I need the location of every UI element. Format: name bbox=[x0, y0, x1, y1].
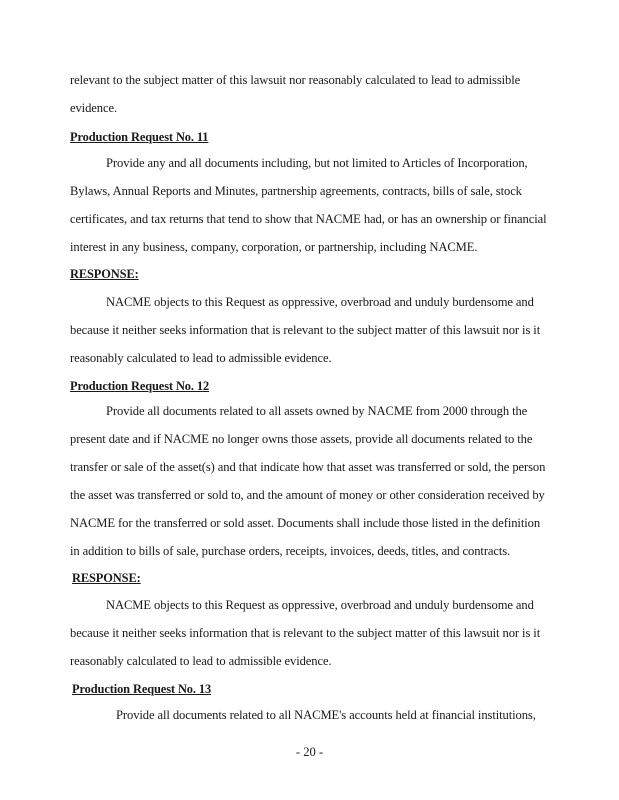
response-heading: RESPONSE: bbox=[70, 267, 139, 281]
text-line: because it neither seeks information that is relevant to the subject matter of this lawsuit nor is it bbox=[70, 323, 541, 337]
text-line: Provide any and all documents including, but not limited to Articles of Incorporation, bbox=[106, 156, 528, 170]
text-line: evidence. bbox=[70, 101, 117, 115]
text-line: reasonably calculated to lead to admissible evidence. bbox=[70, 351, 332, 365]
response-heading: RESPONSE: bbox=[72, 571, 141, 585]
text-line: the asset was transferred or sold to, and the amount of money or other consideration received by bbox=[70, 488, 545, 502]
section-heading: Production Request No. 12 bbox=[70, 379, 210, 393]
text-line: NACME objects to this Request as oppressive, overbroad and unduly burdensome and bbox=[106, 295, 534, 309]
section-heading: Production Request No. 13 bbox=[72, 682, 212, 696]
text-line: Provide all documents related to all assets owned by NACME from 2000 through the bbox=[106, 404, 528, 418]
text-line: NACME objects to this Request as oppressive, overbroad and unduly burdensome and bbox=[106, 598, 534, 612]
text-line: transfer or sale of the asset(s) and that indicate how that asset was transferred or sold, the person bbox=[70, 460, 546, 474]
text-line: NACME for the transferred or sold asset. Documents shall include those listed in the definition bbox=[70, 516, 541, 530]
text-line: certificates, and tax returns that tend to show that NACME had, or has an ownership or financial bbox=[70, 212, 547, 226]
section-heading: Production Request No. 11 bbox=[70, 130, 209, 144]
text-line: reasonably calculated to lead to admissible evidence. bbox=[70, 654, 332, 668]
text-line: relevant to the subject matter of this lawsuit nor reasonably calculated to lead to admissible bbox=[70, 73, 521, 87]
text-line: Bylaws, Annual Reports and Minutes, partnership agreements, contracts, bills of sale, stock bbox=[70, 184, 522, 198]
text-line: interest in any business, company, corporation, or partnership, including NACME. bbox=[70, 240, 478, 254]
text-line: present date and if NACME no longer owns those assets, provide all documents related to the bbox=[70, 432, 533, 446]
page-number: - 20 - bbox=[295, 745, 324, 759]
text-line: Provide all documents related to all NACME's accounts held at financial institutions, bbox=[116, 708, 536, 722]
text-line: in addition to bills of sale, purchase orders, receipts, invoices, deeds, titles, and contracts. bbox=[70, 544, 511, 558]
text-line: because it neither seeks information that is relevant to the subject matter of this lawsuit nor is it bbox=[70, 626, 541, 640]
